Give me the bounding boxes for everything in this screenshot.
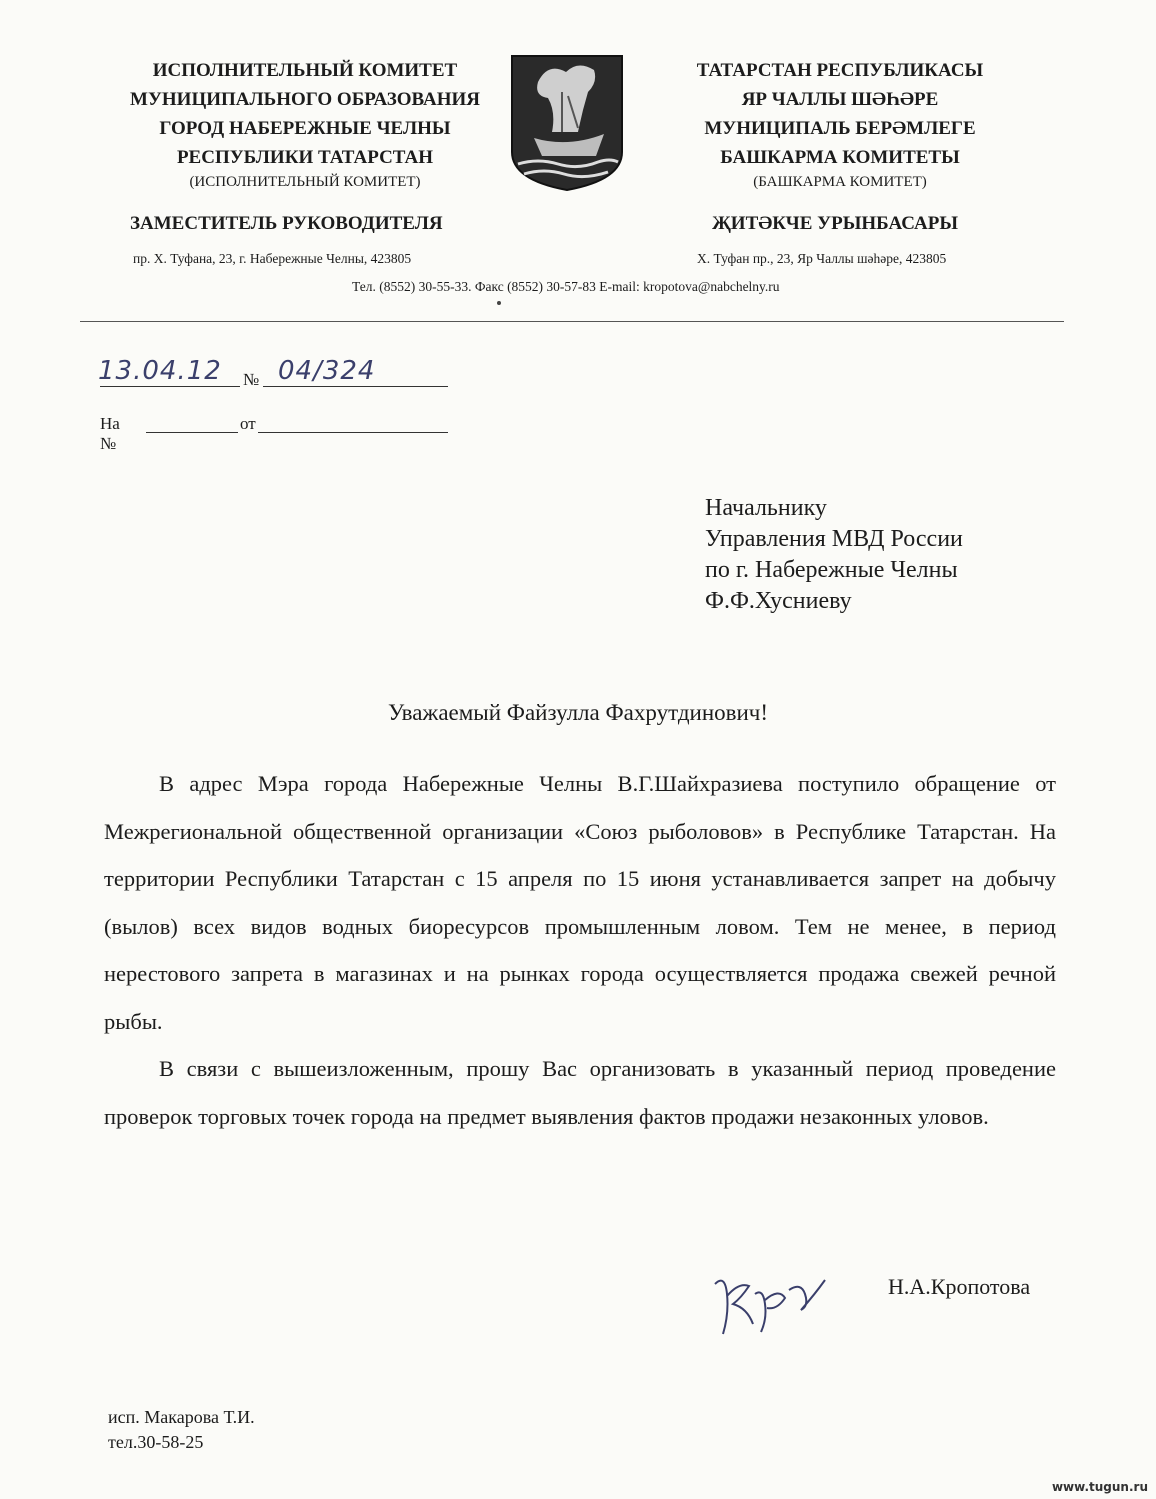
letterhead-right-address: Х. Туфан пр., 23, Яр Чаллы шәһәре, 423805 — [697, 251, 947, 266]
reply-from-label: от — [240, 414, 256, 433]
executor-phone: тел.30-58-25 — [108, 1432, 204, 1452]
body-paragraph: В адрес Мэра города Набережные Челны В.Г.Шайхразиева поступило обращение от Межрегиональной общественной организации «Союз рыболовов» в Республике Татарстан. На территории Республики Татарстан с 15 апреля по 15 июня устанавливается запрет на добычу (вылов) всех видов водных биоресурсов промышленным ловом. Тем не менее, в период нерестового запрета в магазинах и на рынках города осуществляется продажа свежей речной рыбы. — [104, 771, 1056, 1034]
letterhead-right-line: ТАТАРСТАН РЕСПУБЛИКАСЫ — [696, 60, 984, 81]
letterhead-right-line: МУНИЦИПАЛЬ БЕРӘМЛЕГЕ — [704, 118, 976, 139]
letterhead-left — [110, 56, 500, 192]
scan-speck — [497, 301, 501, 305]
letterhead-right-sub: (БАШКАРМА КОМИТЕТ) — [753, 174, 927, 190]
body-paragraph: В связи с вышеизложенным, прошу Вас организовать в указанный период проведение проверок торговых точек города на предмет выявления фактов продажи незаконных уловов. — [104, 1056, 1056, 1129]
executor-info — [108, 1405, 255, 1455]
addressee-line: Ф.Ф.Хусниеву — [705, 588, 852, 614]
signer-name: Н.А.Кропотова — [888, 1274, 1031, 1299]
addressee-line: Управления МВД России — [705, 526, 963, 552]
letterhead-left-sub: (ИСПОЛНИТЕЛЬНЫЙ КОМИТЕТ) — [189, 174, 421, 190]
city-coat-of-arms-icon — [508, 52, 626, 194]
letterhead-left-line: МУНИЦИПАЛЬНОГО ОБРАЗОВАНИЯ — [130, 89, 480, 110]
letterhead-divider — [80, 321, 1064, 322]
reply-number-underline — [146, 414, 238, 433]
watermark: www.tugun.ru — [1051, 1480, 1148, 1494]
letterhead-right-line: ЯР ЧАЛЛЫ ШӘҺӘРЕ — [741, 89, 939, 110]
letterhead-left-line: ИСПОЛНИТЕЛЬНЫЙ КОМИТЕТ — [152, 60, 458, 81]
addressee-block — [705, 493, 963, 617]
addressee-line: Начальнику — [705, 495, 827, 521]
letterhead-left-address: пр. Х. Туфана, 23, г. Набережные Челны, 423805 — [133, 251, 412, 266]
addressee-line: по г. Набережные Челны — [705, 557, 958, 583]
letterhead-left-line: ГОРОД НАБЕРЕЖНЫЕ ЧЕЛНЫ — [159, 118, 451, 139]
letter-body — [104, 760, 1056, 1140]
executor-name: исп. Макарова Т.И. — [108, 1407, 255, 1427]
letterhead-left-title: ЗАМЕСТИТЕЛЬ РУКОВОДИТЕЛЯ — [130, 213, 443, 234]
number-label: № — [243, 370, 260, 389]
handwritten-signature — [705, 1264, 835, 1344]
handwritten-number: 04/324 — [278, 356, 376, 386]
salutation: Уважаемый Файзулла Фахрутдинович! — [387, 700, 769, 725]
letterhead-left-line: РЕСПУБЛИКИ ТАТАРСТАН — [176, 147, 434, 168]
letterhead-right — [670, 56, 1010, 192]
letterhead-contacts: Тел. (8552) 30-55-33. Факс (8552) 30-57-83 E-mail: kropotova@nabchelny.ru — [352, 279, 780, 294]
reply-date-underline — [258, 414, 448, 433]
letterhead-right-line: БАШКАРМА КОМИТЕТЫ — [720, 147, 960, 168]
handwritten-date: 13.04.12 — [98, 356, 222, 386]
reply-prefix: На № — [100, 414, 120, 453]
letterhead-right-title: ҖИТӘКЧЕ УРЫНБАСАРЫ — [712, 213, 958, 234]
